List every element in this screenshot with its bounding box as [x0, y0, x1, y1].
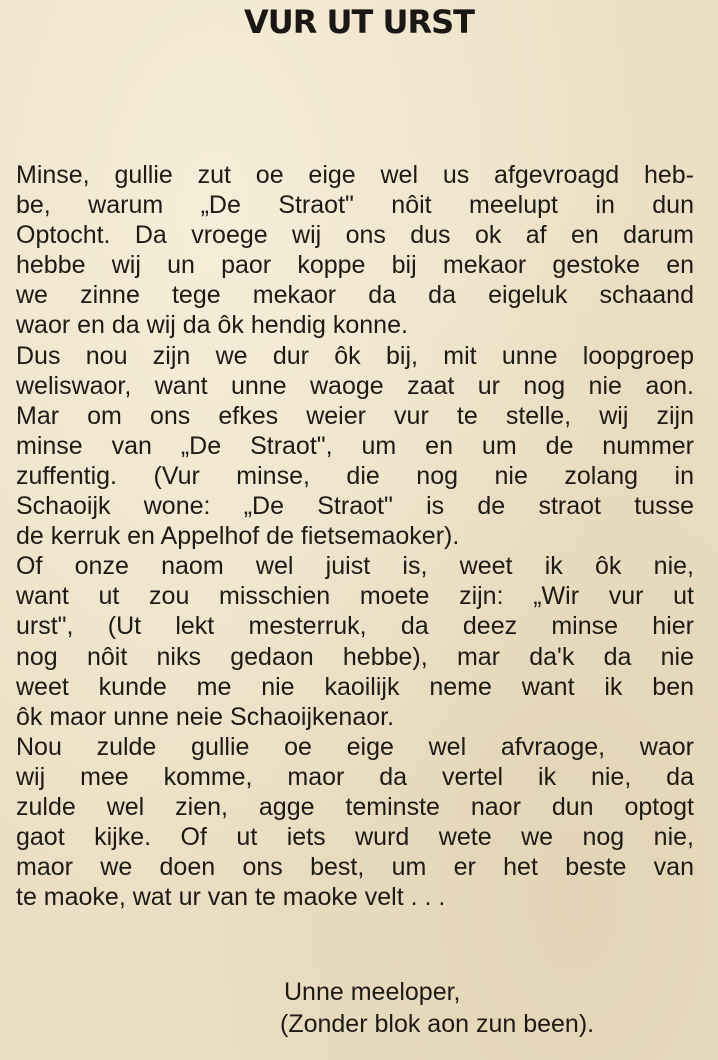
body-line: Nou zulde gullie oe eige wel afvraoge, waor	[16, 732, 694, 761]
body-line: weet kunde me nie kaoilijk neme want ik ben	[16, 672, 694, 701]
body-line: Schaoijk wone: „De Straot" is de straot tusse	[16, 492, 694, 521]
body-line: de kerruk en Appelhof de fietsemaoker).	[16, 522, 460, 551]
body-line: weliswaor, want unne waoge zaat ur nog nie aon.	[16, 371, 694, 400]
body-line: waor en da wij da ôk hendig konne.	[16, 311, 408, 340]
headline: VUR UT URST	[244, 3, 474, 41]
body-line: Mar om ons efkes weier vur te stelle, wij zijn	[16, 401, 694, 430]
body-line: urst", (Ut lekt mesterruk, da deez minse hier	[16, 612, 694, 641]
body-line: be, warum „De Straot" nôit meelupt in dun	[16, 191, 694, 220]
signature-line-2: (Zonder blok aon zun been).	[280, 1010, 595, 1038]
signature-line-1: Unne meeloper,	[284, 978, 461, 1006]
body-line: want ut zou misschien moete zijn: „Wir vur ut	[16, 582, 694, 611]
body-line: hebbe wij un paor koppe bij mekaor gestoke en	[16, 251, 694, 280]
body-line: te maoke, wat ur van te maoke velt . . .	[16, 883, 446, 912]
body-line: Dus nou zijn we dur ôk bij, mit unne loopgroep	[16, 341, 694, 370]
body-line: zulde wel zien, agge teminste naor dun optogt	[16, 792, 694, 821]
body-line: ôk maor unne neie Schaoijkenaor.	[16, 702, 395, 731]
body-line: minse van „De Straot", um en um de nummer	[16, 431, 694, 460]
body-line: wij mee komme, maor da vertel ik nie, da	[16, 762, 694, 791]
body-line: nog nôit niks gedaon hebbe), mar da'k da nie	[16, 642, 694, 671]
body-line: maor we doen ons best, um er het beste van	[16, 853, 694, 882]
body-line: Optocht. Da vroege wij ons dus ok af en darum	[16, 221, 694, 250]
body-line: Minse, gullie zut oe eige wel us afgevroagd heb-	[16, 161, 694, 189]
signature	[280, 976, 694, 1040]
body-line: we zinne tege mekaor da da eigeluk schaand	[16, 281, 694, 310]
body-line: gaot kijke. Of ut iets wurd wete we nog nie,	[16, 823, 694, 852]
article-body	[16, 160, 694, 912]
body-line: Of onze naom wel juist is, weet ik ôk nie,	[16, 552, 694, 581]
body-line: zuffentig. (Vur minse, die nog nie zolang in	[16, 461, 694, 490]
